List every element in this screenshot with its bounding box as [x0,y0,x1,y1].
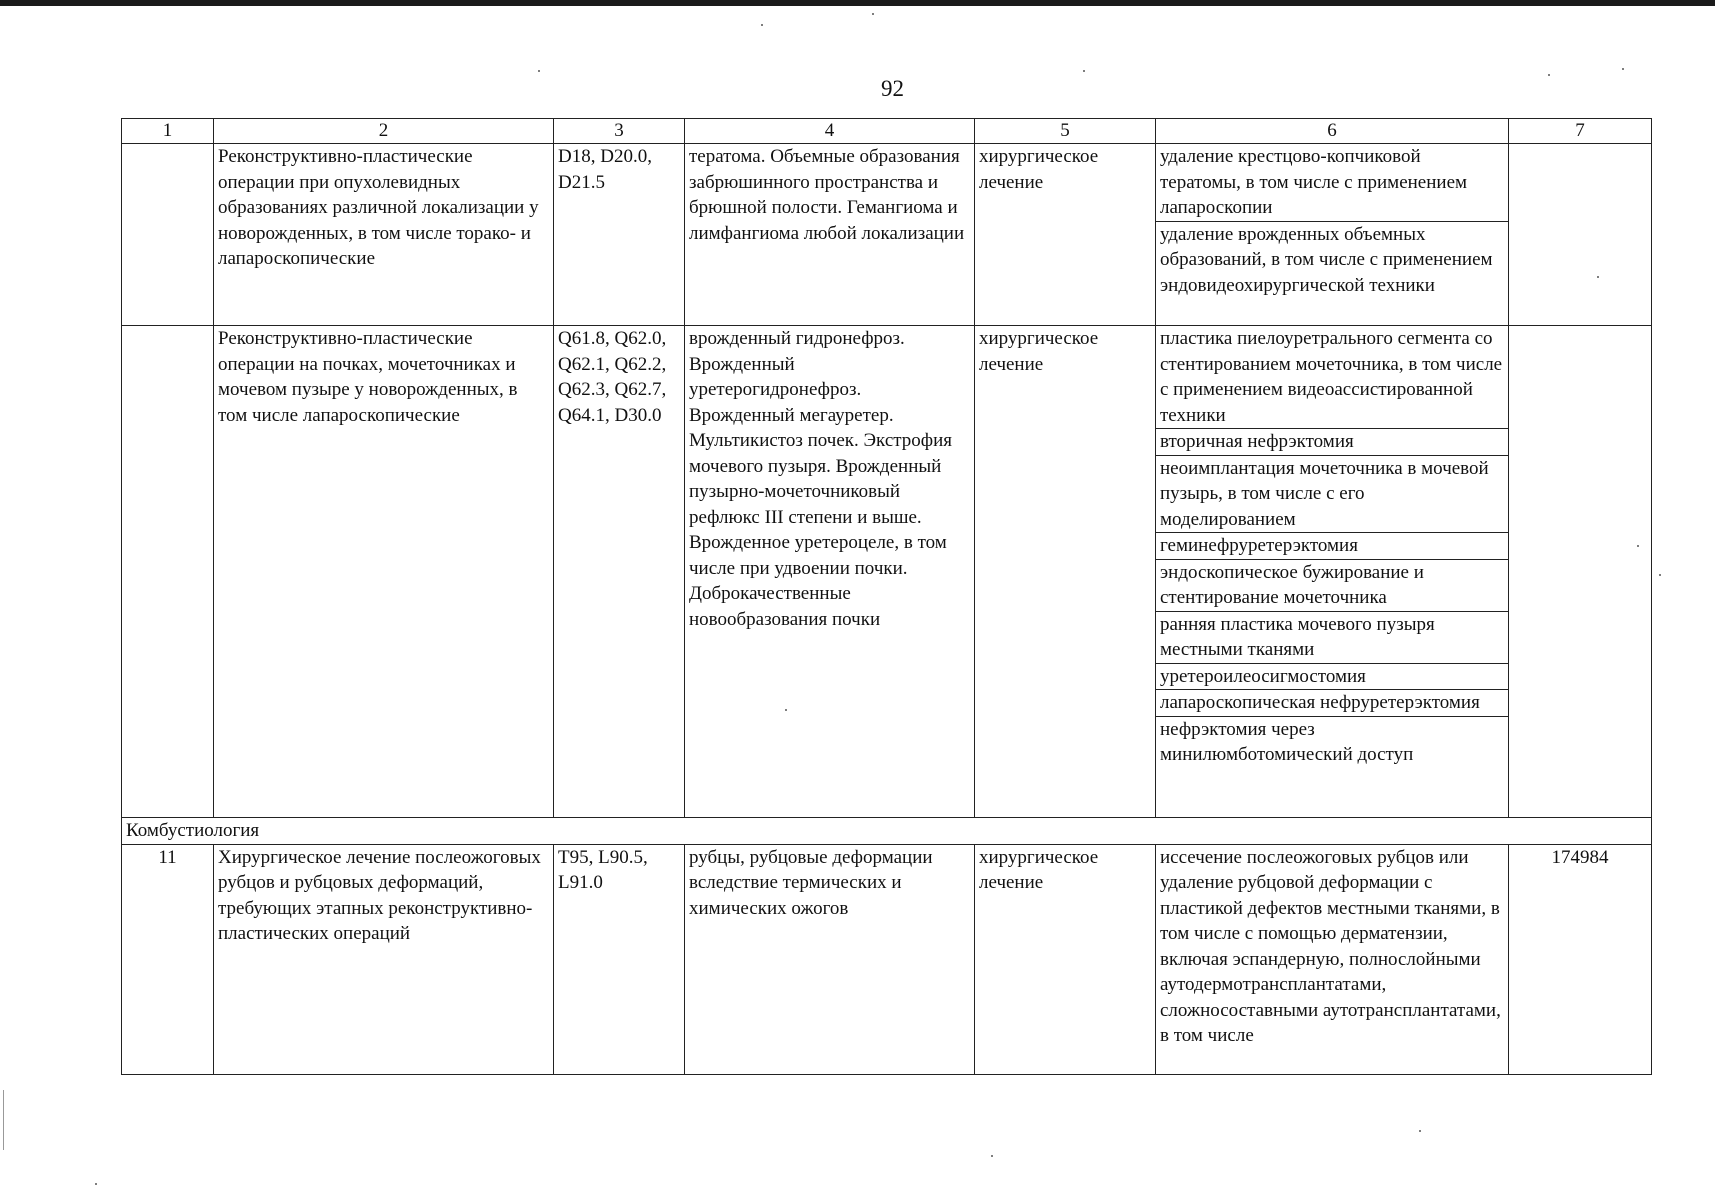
section-row [122,818,1652,845]
column-header: 4 [685,119,975,144]
patient-model-cell: тератома. Объемные образования забрюшинного пространства и брюшной полости. Гемангиома и лимфангиома любой локализации [685,144,975,326]
scan-speck [1637,545,1639,547]
header-row [122,119,1652,144]
table-row [122,144,1652,326]
method-item: пластика пиелоуретрального сегмента со стентированием мочеточника, в том числе с применением видеоассистированной техники [1156,326,1508,429]
column-header: 3 [554,119,685,144]
method-cell [1156,144,1509,326]
method-item: удаление крестцово-копчиковой тератомы, в том числе с применением лапароскопии [1156,144,1508,222]
procedure-name-cell: Реконструктивно-пластические операции при опухолевидных образованиях различной локализации у новорожденных, в том числе торако- и лапароскопические [214,144,554,326]
method-item: лапароскопическая нефруретерэктомия [1156,690,1508,717]
scan-speck [872,13,874,15]
page-number: 92 [881,76,904,101]
scan-speck [1622,68,1624,70]
row-number-cell: 11 [122,844,214,1074]
treatment-type-cell: хирургическое лечение [975,326,1156,818]
method-item: геминефруретерэктомия [1156,533,1508,560]
table-row [122,844,1652,1074]
price-cell: 174984 [1509,844,1652,1074]
method-item: уретероилеосигмостомия [1156,664,1508,691]
scan-top-border [0,0,1715,6]
method-item: удаление врожденных объемных образований, в том числе с применением эндовидеохирургической техники [1160,223,1493,296]
scan-speck [95,1183,97,1185]
price-cell [1509,326,1652,818]
scan-speck [1548,74,1550,76]
icd-codes-cell: T95, L90.5, L91.0 [554,844,685,1074]
treatment-type-cell: хирургическое лечение [975,144,1156,326]
icd-codes-cell: D18, D20.0, D21.5 [554,144,685,326]
column-header: 1 [122,119,214,144]
method-item: эндоскопическое бужирование и стентирование мочеточника [1156,560,1508,612]
scan-speck [1597,276,1599,278]
method-item: нефрэктомия через минилюмботомический доступ [1160,718,1414,765]
method-item: ранняя пластика мочевого пузыря местными тканями [1156,612,1508,664]
column-header: 6 [1156,119,1509,144]
scan-speck [1419,1130,1421,1132]
scan-speck [785,709,787,711]
table-row [122,326,1652,818]
scan-speck [991,1155,993,1157]
document-table-wrapper [121,118,1651,1075]
procedure-name-cell: Хирургическое лечение послеожоговых рубцов и рубцовых деформаций, требующих этапных реконструктивно-пластических операций [214,844,554,1074]
patient-model-cell: рубцы, рубцовые деформации вследствие термических и химических ожогов [685,844,975,1074]
method-cell [1156,844,1509,1074]
patient-model-cell: врожденный гидронефроз. Врожденный уретерогидронефроз. Врожденный мегауретер. Мультикистоз почек. Экстрофия мочевого пузыря. Врожденный пузырно-мочеточниковый рефлюкс III степени и выше. Врожденное уретероцеле, в том числе при удвоении почки. Доброкачественные новообразования почки [685,326,975,818]
method-item: вторичная нефрэктомия [1156,429,1508,456]
column-header: 7 [1509,119,1652,144]
column-header: 2 [214,119,554,144]
procedure-name-cell: Реконструктивно-пластические операции на почках, мочеточниках и мочевом пузыре у новорожденных, в том числе лапароскопические [214,326,554,818]
method-item: иссечение послеожоговых рубцов или удаление рубцовой деформации с пластикой дефектов местными тканями, в том числе с помощью дерматензии, включая эспандерную, полнослойными аутодермотрансплантатами, сложносоставными аутотрансплантатами, в том числе [1160,846,1501,1046]
method-cell [1156,326,1509,818]
scan-speck [1659,574,1661,576]
price-cell [1509,144,1652,326]
document-table [121,118,1652,1075]
scan-speck [538,70,540,72]
treatment-type-cell: хирургическое лечение [975,844,1156,1074]
row-number-cell [122,144,214,326]
icd-codes-cell: Q61.8, Q62.0, Q62.1, Q62.2, Q62.3, Q62.7, Q64.1, D30.0 [554,326,685,818]
column-header: 5 [975,119,1156,144]
row-number-cell [122,326,214,818]
scan-speck [1083,70,1085,72]
section-title: Комбустиология [122,818,1652,845]
scan-speck [761,24,763,26]
method-item: неоимплантация мочеточника в мочевой пузырь, в том числе с его моделированием [1156,456,1508,534]
scan-edge-mark [3,1090,4,1150]
